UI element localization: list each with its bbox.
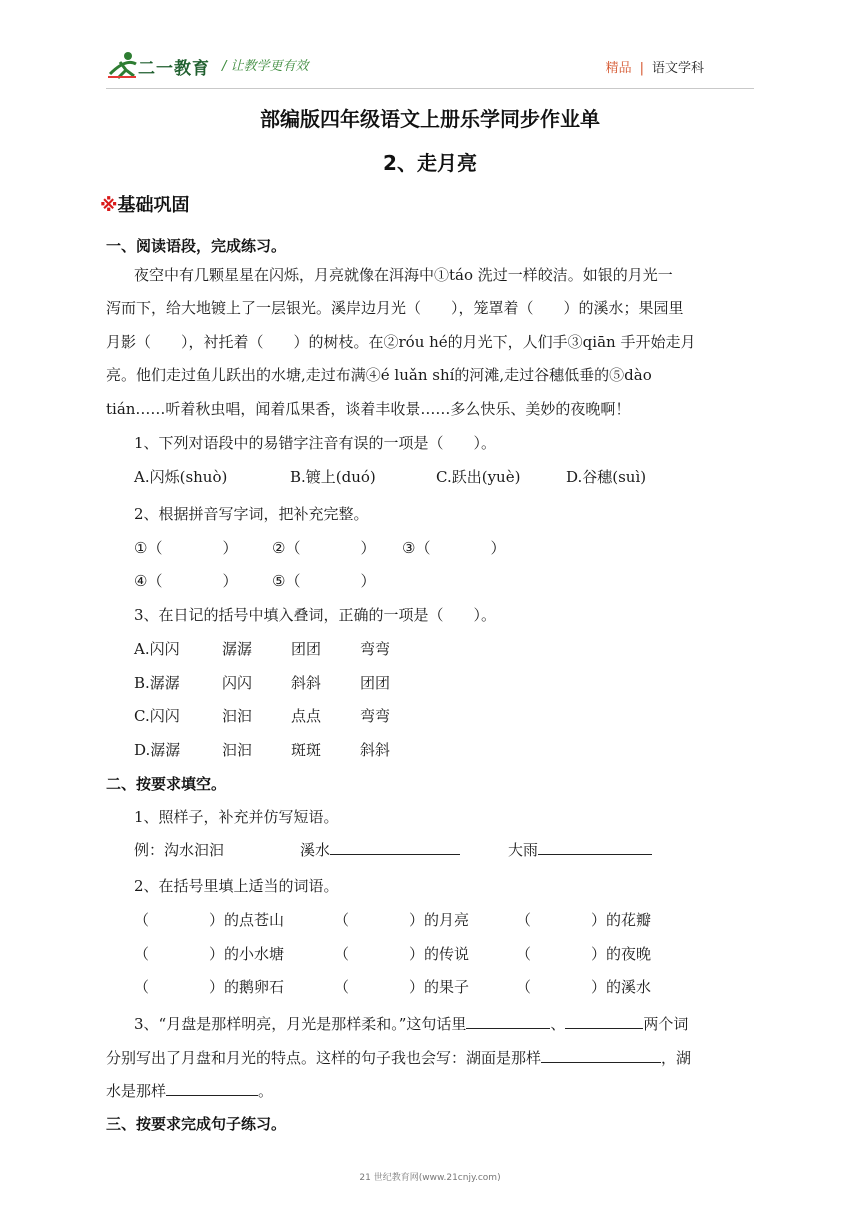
phrase-item: （ ）的夜晚 (516, 945, 652, 963)
quality-label: 精品 (605, 61, 632, 76)
choice-label: D.潺潺 (134, 741, 181, 759)
answer-blank[interactable] (565, 1013, 643, 1029)
blank-item: ④（ ） (134, 572, 238, 590)
option-a: A.闪烁(shuò) (134, 468, 228, 486)
phrase-item: （ ）的月亮 (334, 911, 470, 929)
q2-sub3-text: ，湖 (661, 1049, 692, 1067)
choice-word: 斜斜 (360, 741, 391, 759)
choice-word: 团团 (291, 640, 322, 658)
choice-word: 潺潺 (222, 640, 253, 658)
answer-blank[interactable] (166, 1080, 258, 1096)
footer: 21 世纪教育网(www.21cnjy.com) (359, 1173, 501, 1183)
answer-blank[interactable] (466, 1013, 550, 1029)
option-c: C.跃出(yuè) (436, 468, 521, 486)
choice-label: C.闪闪 (134, 707, 180, 725)
q2-sub3-text: 分别写出了月盘和月光的特点。这样的句子我也会写：湖面是那样 (106, 1049, 542, 1067)
q1-sub3: 3、在日记的括号中填入叠词，正确的一项是（ ）。 (134, 606, 497, 624)
blank-item: ⑤（ ） (272, 572, 376, 590)
option-d: D.谷穗(suì) (566, 468, 647, 486)
choice-word: 斜斜 (291, 674, 322, 692)
q2-sub1: 1、照样子，补充并仿写短语。 (134, 808, 339, 826)
slogan: / 让教学更有效 (222, 59, 309, 74)
choice-word: 闪闪 (222, 674, 253, 692)
passage-line: 月影（ ），衬托着（ ）的树枝。在②róu hé的月光下，人们手③qiān 手开始走月 (106, 333, 696, 351)
q2-sub3-text: 、 (550, 1015, 566, 1033)
phrase-item: （ ）的果子 (334, 978, 470, 996)
answer-blank[interactable] (330, 839, 460, 855)
lesson-title: 2、走月亮 (383, 151, 477, 175)
blank-item: ①（ ） (134, 539, 238, 557)
choice-word: 斑斑 (291, 741, 322, 759)
q1-sub2: 2、根据拼音写字词，把补充完整。 (134, 505, 369, 523)
section-basic-label: 基础巩固 (117, 195, 190, 216)
header-divider (106, 88, 754, 89)
choice-word: 点点 (291, 707, 322, 725)
choice-word: 汩汩 (222, 741, 253, 759)
choice-label: B.潺潺 (134, 674, 180, 692)
subject-label: 语文学科 (651, 61, 704, 76)
header-right (606, 57, 704, 76)
section-basic (100, 191, 190, 217)
option-b: B.镀上(duó) (290, 468, 376, 486)
q2-sub3-line (106, 1080, 273, 1101)
phrase-fill (508, 839, 652, 860)
blank-item: ③（ ） (402, 539, 506, 557)
phrase-prefix: 溪水 (300, 841, 331, 859)
header-separator: | (639, 61, 644, 76)
q2-sub3-line (106, 1047, 691, 1068)
example-phrase: 例：沟水汩汩 (134, 841, 225, 859)
phrase-item: （ ）的点苍山 (134, 911, 285, 929)
passage-line: tián……听着秋虫唱，闻着瓜果香，谈着丰收景……多么快乐、美妙的夜晚啊！ (106, 400, 631, 418)
blank-item: ②（ ） (272, 539, 376, 557)
phrase-fill (300, 839, 460, 860)
passage-line: 泻而下，给大地镀上了一层银光。溪岸边月光（ ），笼罩着（ ）的溪水；果园里 (106, 299, 684, 317)
phrase-item: （ ）的传说 (334, 945, 470, 963)
phrase-prefix: 大雨 (508, 841, 539, 859)
phrase-item: （ ）的鹅卵石 (134, 978, 285, 996)
phrase-item: （ ）的小水塘 (134, 945, 285, 963)
q1-heading: 一、阅读语段，完成练习。 (106, 237, 287, 255)
q2-sub2: 2、在括号里填上适当的词语。 (134, 877, 339, 895)
phrase-item: （ ）的溪水 (516, 978, 652, 996)
reference-mark: ※ (100, 195, 118, 216)
passage-line: 亮。他们走过鱼儿跃出的水塘,走过布满④é luǎn shí的河滩,走过谷穗低垂的⑤dào (106, 366, 652, 384)
q2-sub3-text: 水是那样 (106, 1082, 167, 1100)
q2-sub3-line (134, 1013, 688, 1034)
choice-word: 弯弯 (360, 640, 391, 658)
choice-word: 弯弯 (360, 707, 391, 725)
choice-label: A.闪闪 (134, 640, 180, 658)
q1-sub1: 1、下列对语段中的易错字注音有误的一项是（ ）。 (134, 434, 497, 452)
phrase-item: （ ）的花瓣 (516, 911, 652, 929)
choice-word: 汩汩 (222, 707, 253, 725)
q2-heading: 二、按要求填空。 (106, 775, 227, 793)
answer-blank[interactable] (538, 839, 652, 855)
choice-word: 团团 (360, 674, 391, 692)
q2-sub3-text: 3、“月盘是那样明亮，月光是那样柔和。”这句话里 (134, 1015, 467, 1033)
page-title: 部编版四年级语文上册乐学同步作业单 (260, 107, 600, 131)
passage-line: 夜空中有几颗星星在闪烁，月亮就像在洱海中①táo 洗过一样皎洁。如银的月光一 (134, 266, 673, 284)
logo-text: 二一教育 (138, 59, 210, 79)
answer-blank[interactable] (541, 1047, 661, 1063)
q2-sub3-text: 两个词 (643, 1015, 689, 1033)
q3-heading: 三、按要求完成句子练习。 (106, 1115, 287, 1133)
q2-sub3-text: 。 (258, 1082, 274, 1100)
